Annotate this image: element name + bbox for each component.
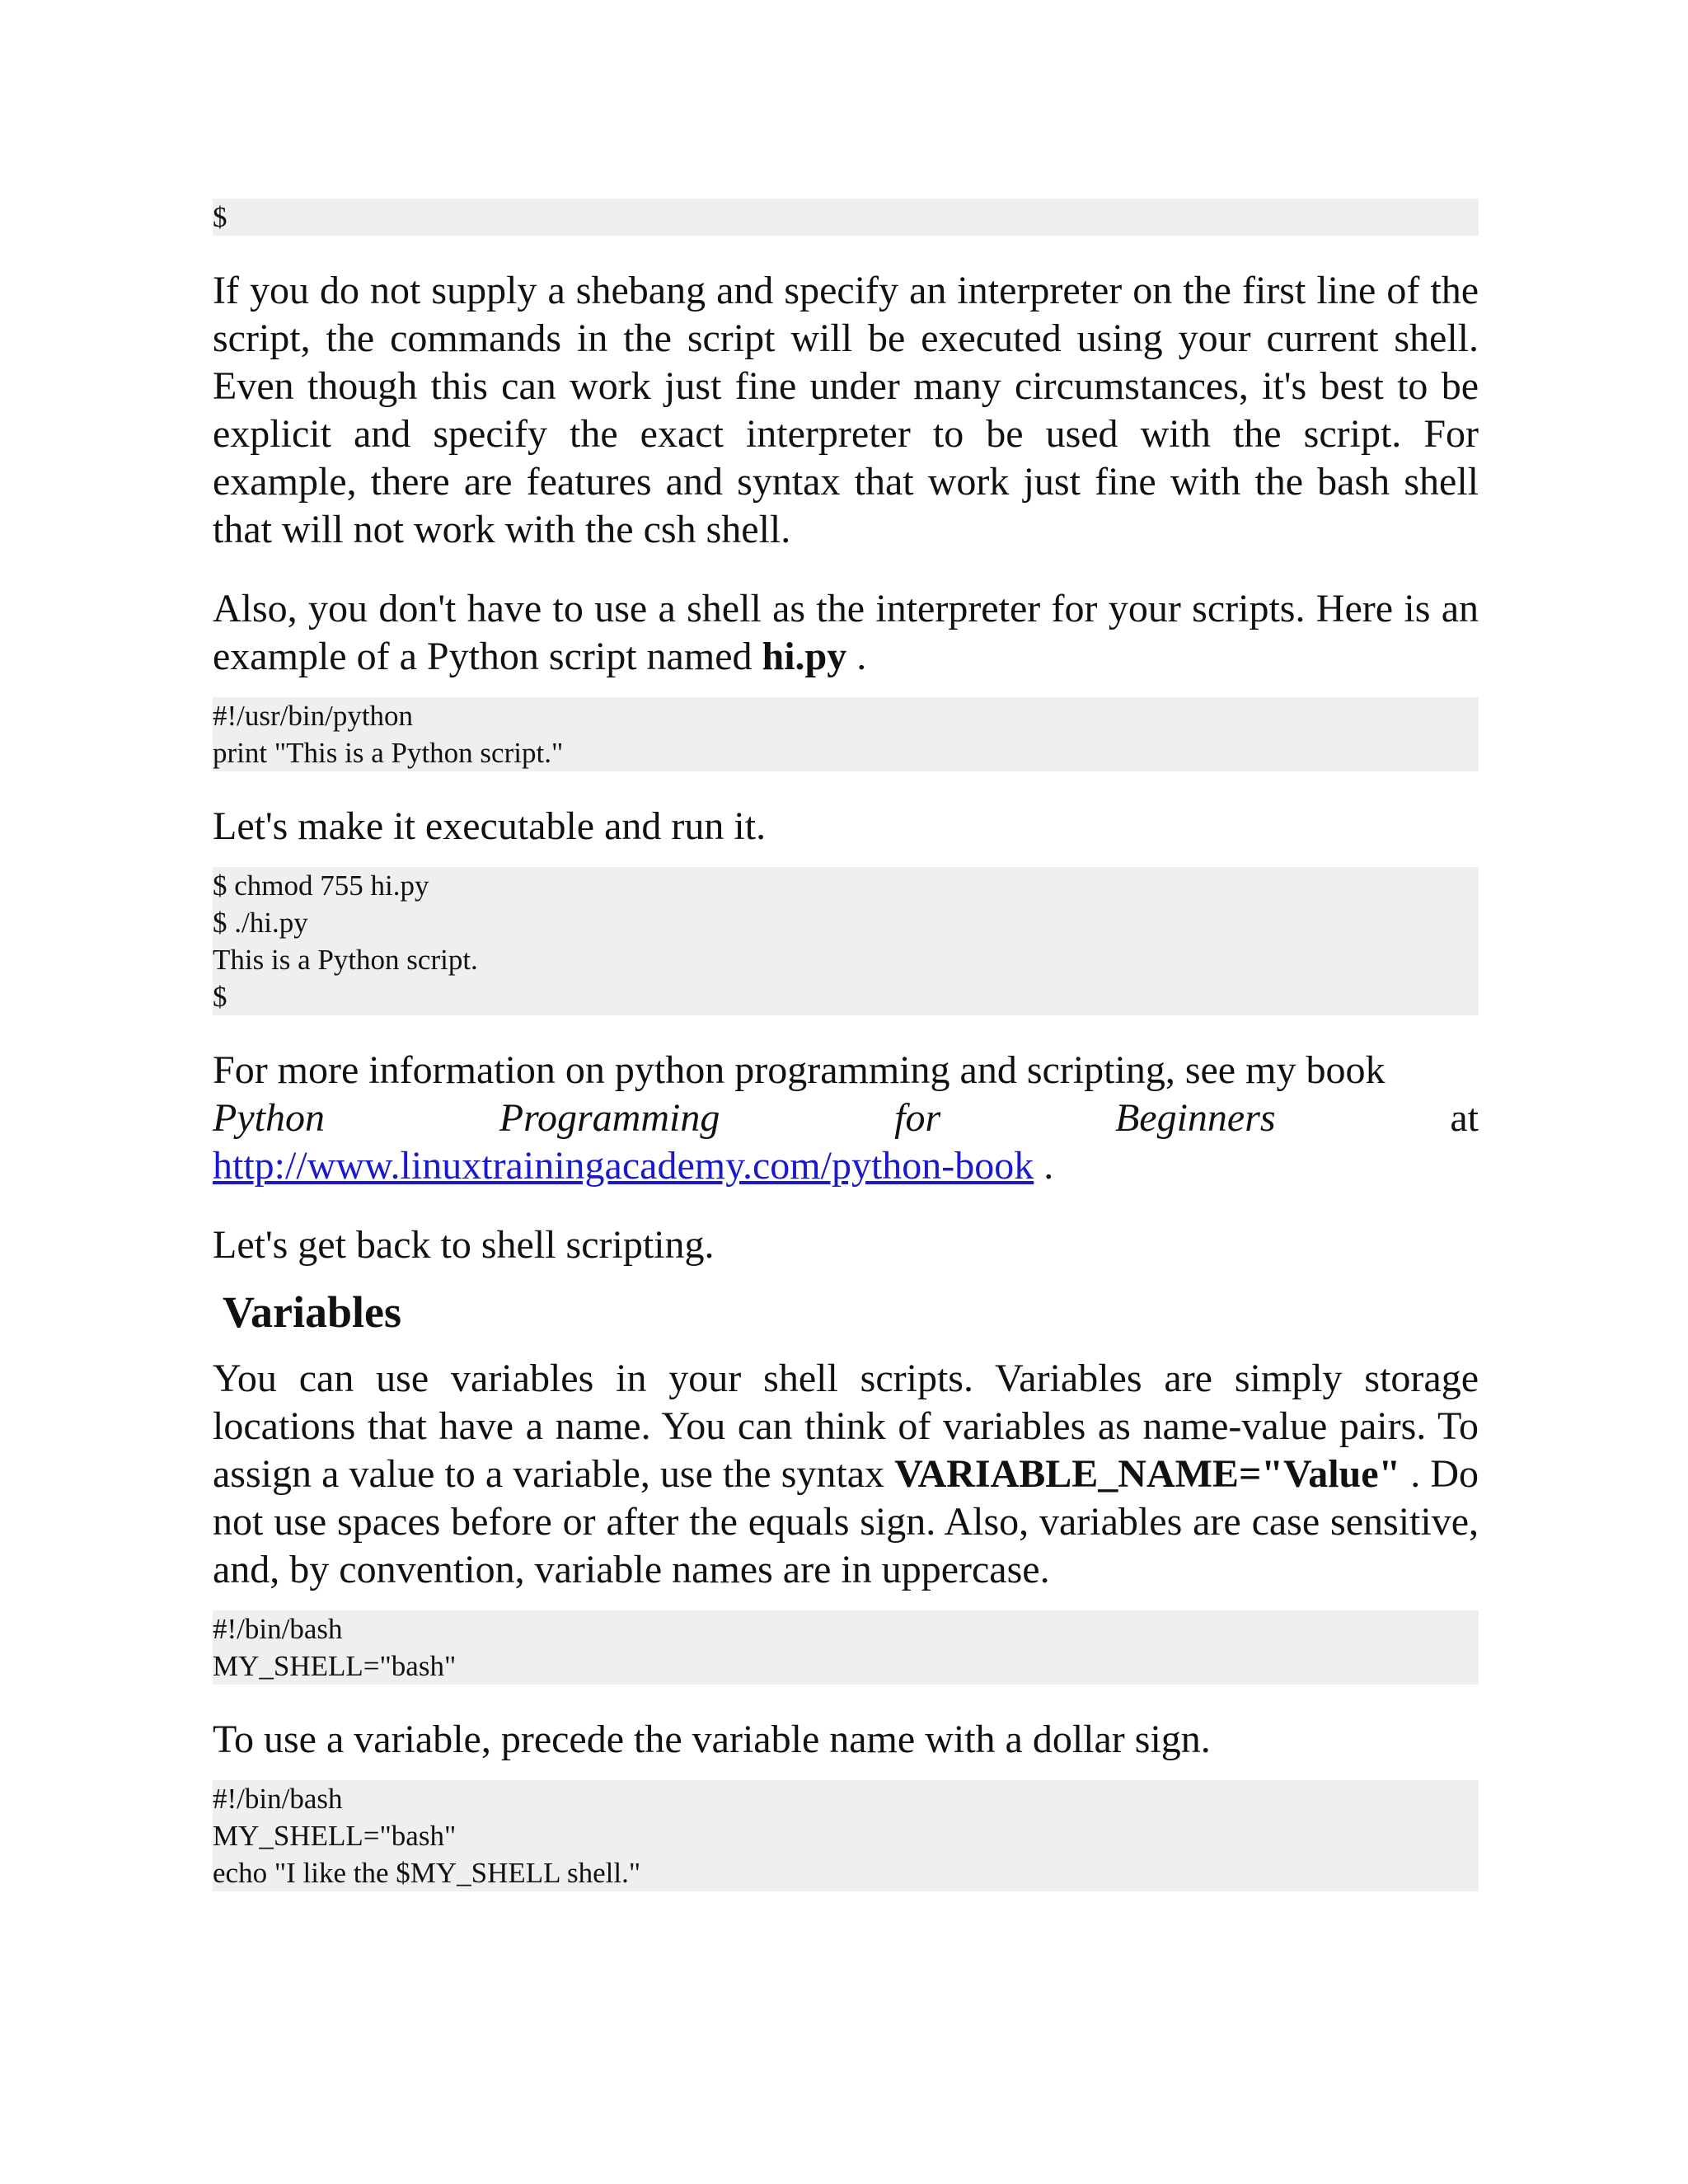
paragraph-back-to-shell: Let's get back to shell scripting. [213, 1223, 715, 1267]
paragraph-text: . [1034, 1144, 1054, 1188]
paragraph-text: Also, you don't have to use a shell as the interpreter for your scripts. Here is an example of a Python script named [213, 587, 1479, 678]
section-heading-variables: Variables [223, 1287, 402, 1337]
book-title-word: Python [213, 1096, 325, 1140]
code-block-prompt [213, 199, 1479, 236]
paragraph-more-info [213, 1047, 1479, 1190]
code-line: $ chmod 755 hi.py [213, 869, 429, 902]
code-line: print "This is a Python script." [213, 737, 564, 769]
book-title-word: Programming [499, 1096, 720, 1140]
code-line: $ [213, 981, 227, 1013]
code-line: #!/usr/bin/python [213, 700, 414, 732]
code-line: $ ./hi.py [213, 907, 308, 939]
code-line: $ [213, 201, 227, 233]
code-line: MY_SHELL="bash" [213, 1820, 457, 1852]
syntax-bold: VARIABLE_NAME="Value" [894, 1452, 1401, 1496]
paragraph-text: For more information on python programming and scripting, see my book [213, 1048, 1386, 1092]
code-line: #!/bin/bash [213, 1783, 343, 1815]
code-line: This is a Python script. [213, 944, 478, 976]
code-line: #!/bin/bash [213, 1613, 343, 1645]
book-title-line [213, 1094, 1479, 1142]
python-book-link[interactable]: http://www.linuxtrainingacademy.com/python-book [213, 1144, 1034, 1188]
filename-bold: hi.py [762, 635, 847, 678]
code-line: echo "I like the $MY_SHELL shell." [213, 1857, 641, 1889]
code-block-chmod [213, 867, 1479, 1015]
paragraph-use-variable: To use a variable, precede the variable name with a dollar sign. [213, 1718, 1211, 1761]
link-line [213, 1142, 1479, 1190]
paragraph-python-intro [213, 585, 1479, 681]
code-block-variable-echo [213, 1780, 1479, 1891]
paragraph-text: . [846, 635, 867, 678]
paragraph-variables [213, 1355, 1479, 1594]
document-page [213, 199, 1479, 1891]
paragraph-text: at [1450, 1096, 1479, 1140]
paragraph-text: You can use variables in your shell scripts. Variables are simply storage locations that have a name. You can think of variables as name-value pairs. To assign a value to a variable, use the syntax [213, 1357, 1479, 1496]
code-block-variable-assign [213, 1610, 1479, 1685]
paragraph-shebang: If you do not supply a shebang and specify an interpreter on the first line of the script, the commands in the script will be executed using your current shell. Even though this can work just fine under many circumstances, it's best to be explicit and specify the exact interpreter to be used with the script. For example, there are features and syntax that work just fine with the bash shell that will not work with the csh shell. [213, 269, 1479, 551]
book-title-word: for [894, 1096, 941, 1140]
code-block-python [213, 697, 1479, 771]
book-title-word: Beginners [1114, 1096, 1276, 1140]
paragraph-text: . Do not use spaces before or after the equals sign. Also, variables are case sensitive, and, by convention, variable names are in uppercase. [213, 1452, 1479, 1591]
code-line: MY_SHELL="bash" [213, 1650, 457, 1682]
paragraph-make-executable: Let's make it executable and run it. [213, 804, 767, 848]
